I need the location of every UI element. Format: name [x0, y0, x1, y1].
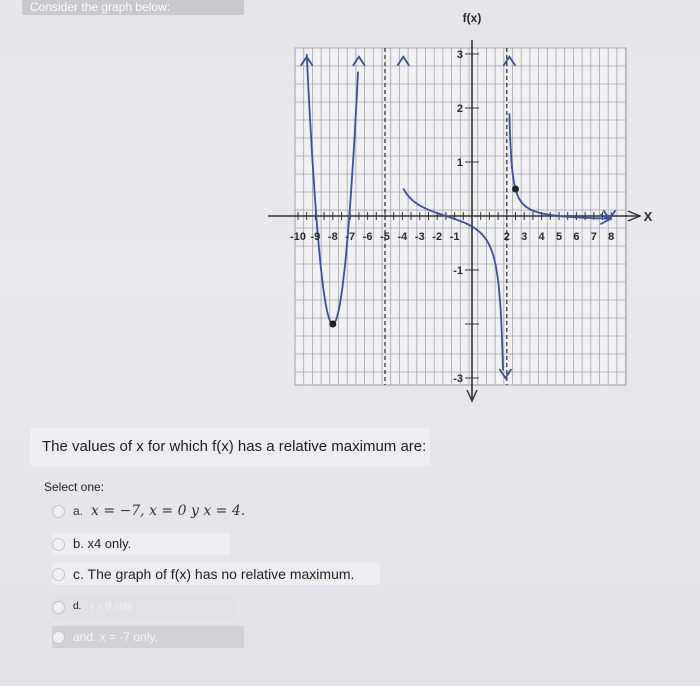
y-tick-label: -1 [453, 265, 463, 277]
x-tick-label: 6 [573, 231, 580, 243]
radio-c[interactable] [52, 568, 65, 581]
marked-point [512, 186, 519, 193]
header-title: Consider the graph below: [22, 0, 244, 15]
option-b-text: b. x4 only. [73, 536, 132, 551]
x-tick-label: -8 [327, 231, 338, 243]
y-tick-label: 3 [456, 49, 463, 61]
x-tick-label: -10 [290, 231, 306, 243]
option-d-text: x = 0 only. [89, 601, 135, 612]
option-c[interactable] [52, 563, 380, 585]
x-tick-label: -7 [345, 231, 356, 243]
option-a-letter: a. [73, 504, 84, 518]
option-d[interactable] [52, 596, 234, 618]
radio-e[interactable] [52, 631, 65, 644]
radio-a[interactable] [52, 505, 65, 518]
x-axis-label: X [643, 209, 653, 224]
y-tick-label: 2 [456, 103, 463, 115]
x-tick-label: -6 [362, 231, 373, 243]
option-c-text: c. The graph of f(x) has no relative maximum. [73, 566, 355, 582]
x-tick-label: 4 [538, 231, 545, 243]
x-tick-label: -2 [432, 231, 443, 243]
x-tick-label: -9 [310, 231, 321, 243]
marked-point [329, 321, 336, 328]
x-tick-label: -3 [414, 231, 425, 243]
x-tick-label: -5 [380, 231, 390, 243]
y-axis-label: f(x) [462, 11, 482, 25]
question-text: The values of x for which f(x) has a relative maximum are: [30, 428, 430, 466]
option-e-text: and. x = -7 only. [73, 630, 158, 644]
x-tick-label: 8 [608, 231, 615, 243]
x-tick-label: 2 [503, 231, 510, 243]
y-tick-label: 1 [456, 157, 463, 169]
radio-b[interactable] [52, 538, 65, 551]
option-a[interactable] [52, 500, 245, 522]
option-b[interactable] [52, 533, 230, 555]
option-e[interactable] [52, 626, 244, 648]
option-a-text: x = −7, x = 0 y x = 4. [91, 503, 246, 519]
x-tick-label: -4 [397, 231, 408, 243]
option-d-letter: d. [73, 601, 82, 612]
radio-d[interactable] [52, 601, 65, 614]
x-tick-label: 5 [555, 231, 563, 243]
x-tick-label: 7 [590, 231, 597, 243]
x-tick-label: -1 [449, 231, 460, 243]
select-one-label: Select one: [44, 480, 105, 494]
y-tick-label: -3 [453, 373, 463, 385]
x-tick-label: 3 [521, 231, 528, 243]
